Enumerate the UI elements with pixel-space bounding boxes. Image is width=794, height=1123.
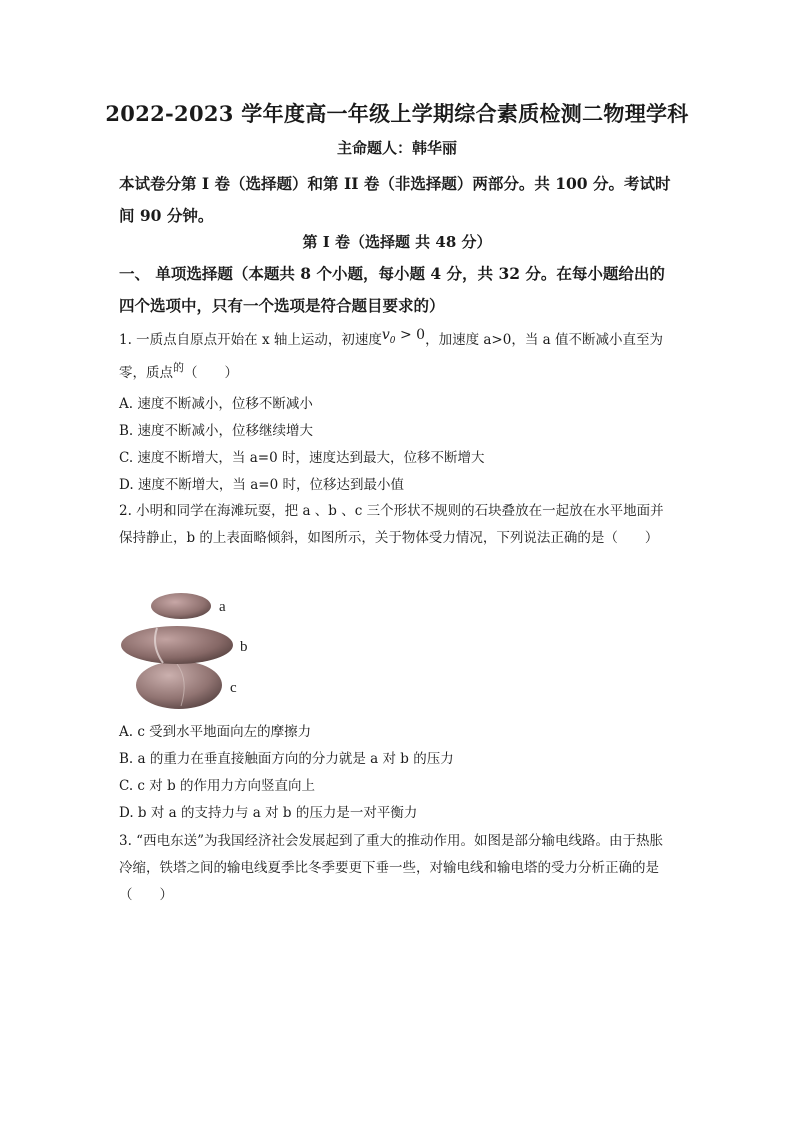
question-1-option-b: B. 速度不断减小，位移继续增大 bbox=[119, 423, 314, 439]
stacked-rocks-figure bbox=[119, 588, 269, 710]
rock-label-c: c bbox=[230, 680, 237, 696]
question-1-option-d: D. 速度不断增大，当 a=0 时，位移达到最小值 bbox=[119, 477, 404, 493]
section-heading: 一、 单项选择题（本题共 8 个小题，每小题 4 分，共 32 分。在每小题给出的四个选项中，只有一个选项是符合题目要求的） bbox=[119, 264, 665, 315]
question-2-option-d: D. b 对 a 的支持力与 a 对 b 的压力是一对平衡力 bbox=[119, 805, 418, 821]
question-1-text-c: （ ） bbox=[184, 364, 238, 381]
rock-a bbox=[151, 593, 211, 619]
question-1-text-a: 1. 一质点自原点开始在 x 轴上运动，初速度 bbox=[119, 332, 382, 348]
exam-title: 2022-2023 学年度高一年级上学期综合素质检测二物理学科 bbox=[105, 101, 689, 126]
rock-c bbox=[136, 661, 222, 709]
v0-symbol: $v_0 > 0$ bbox=[381, 327, 426, 346]
question-3: 3. “西电东送”为我国经济社会发展起到了重大的推动作用。如图是部分输电线路。由于热胀冷缩，铁塔之间的输电线夏季比冬季要更下垂一些，对输电线和输电塔的受力分析正确的是（ ） bbox=[119, 833, 663, 903]
question-1-option-c: C. 速度不断增大，当 a=0 时，速度达到最大，位移不断增大 bbox=[119, 450, 485, 466]
question-1-sup: 的 bbox=[173, 360, 184, 374]
exam-intro: 本试卷分第 I 卷（选择题）和第 II 卷（非选择题）两部分。共 100 分。考试时间 90 分钟。 bbox=[119, 174, 671, 225]
question-2: 2. 小明和同学在海滩玩耍，把 a 、b 、c 三个形状不规则的石块叠放在一起放在水平地面并保持静止，b 的上表面略倾斜，如图所示，关于物体受力情况，下列说法正确的是（ ） bbox=[119, 503, 664, 546]
question-1 bbox=[119, 327, 675, 387]
exam-author: 主命题人：韩华丽 bbox=[336, 139, 457, 157]
question-1-option-a: A. 速度不断减小，位移不断减小 bbox=[119, 396, 313, 412]
question-1-text-b: ，加速度 a>0，当 a 值不断减小直至为零，质点 bbox=[119, 332, 663, 381]
question-2-option-b: B. a 的重力在垂直接触面方向的分力就是 a 对 b 的压力 bbox=[119, 751, 454, 767]
question-2-option-c: C. c 对 b 的作用力方向竖直向上 bbox=[119, 778, 316, 794]
rock-b bbox=[121, 626, 233, 664]
section-title: 第 I 卷（选择题 共 48 分） bbox=[302, 233, 492, 251]
question-2-option-a: A. c 受到水平地面向左的摩擦力 bbox=[119, 724, 312, 740]
rock-label-b: b bbox=[240, 639, 248, 655]
rock-label-a: a bbox=[219, 599, 226, 615]
